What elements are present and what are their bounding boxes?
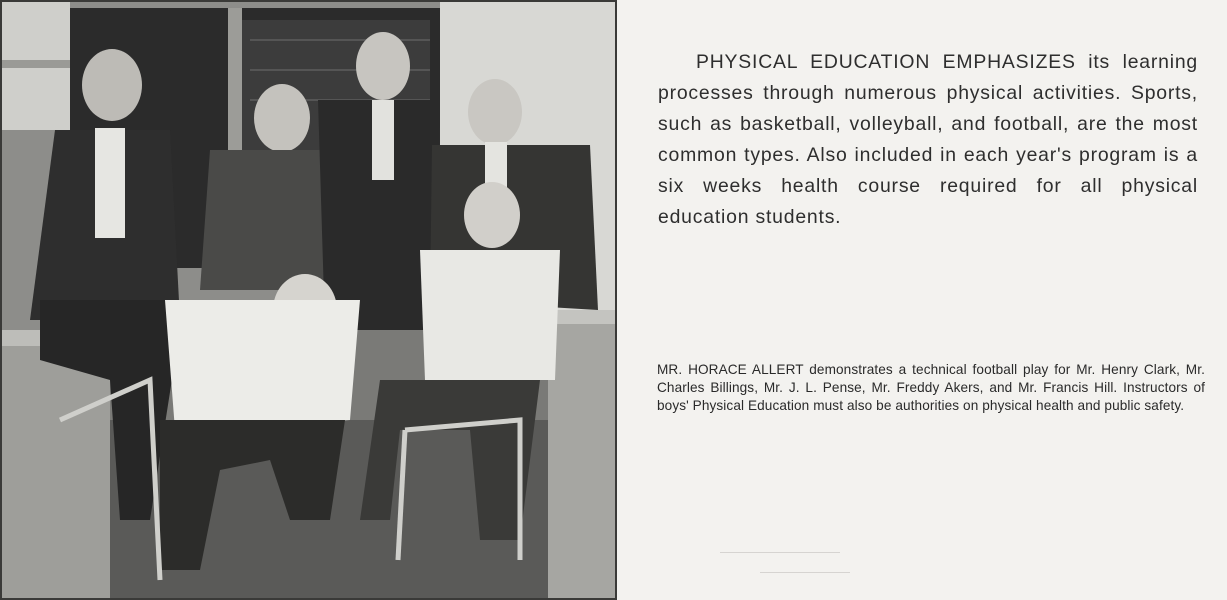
- photo-caption: MR. HORACE ALLERT demonstrates a technical football play for Mr. Henry Clark, Mr. Charles Billings, Mr. J. L. Pense, Mr. Freddy Akers, and Mr. Francis Hill. Instructors of boys' Physical Education must also be authorities on physical health and public safety.: [657, 361, 1205, 414]
- intro-paragraph: [658, 47, 1198, 233]
- intro-paragraph-text: PHYSICAL EDUCATION EMPHASIZES its learning processes through numerous physical activities. Sports, such as basketball, volleyball, and football, are the most common types. Also included in each year's program is a six weeks health course required for all physical education students.: [658, 51, 1198, 229]
- paper-scuff: [720, 552, 840, 553]
- paper-scuff: [760, 572, 850, 573]
